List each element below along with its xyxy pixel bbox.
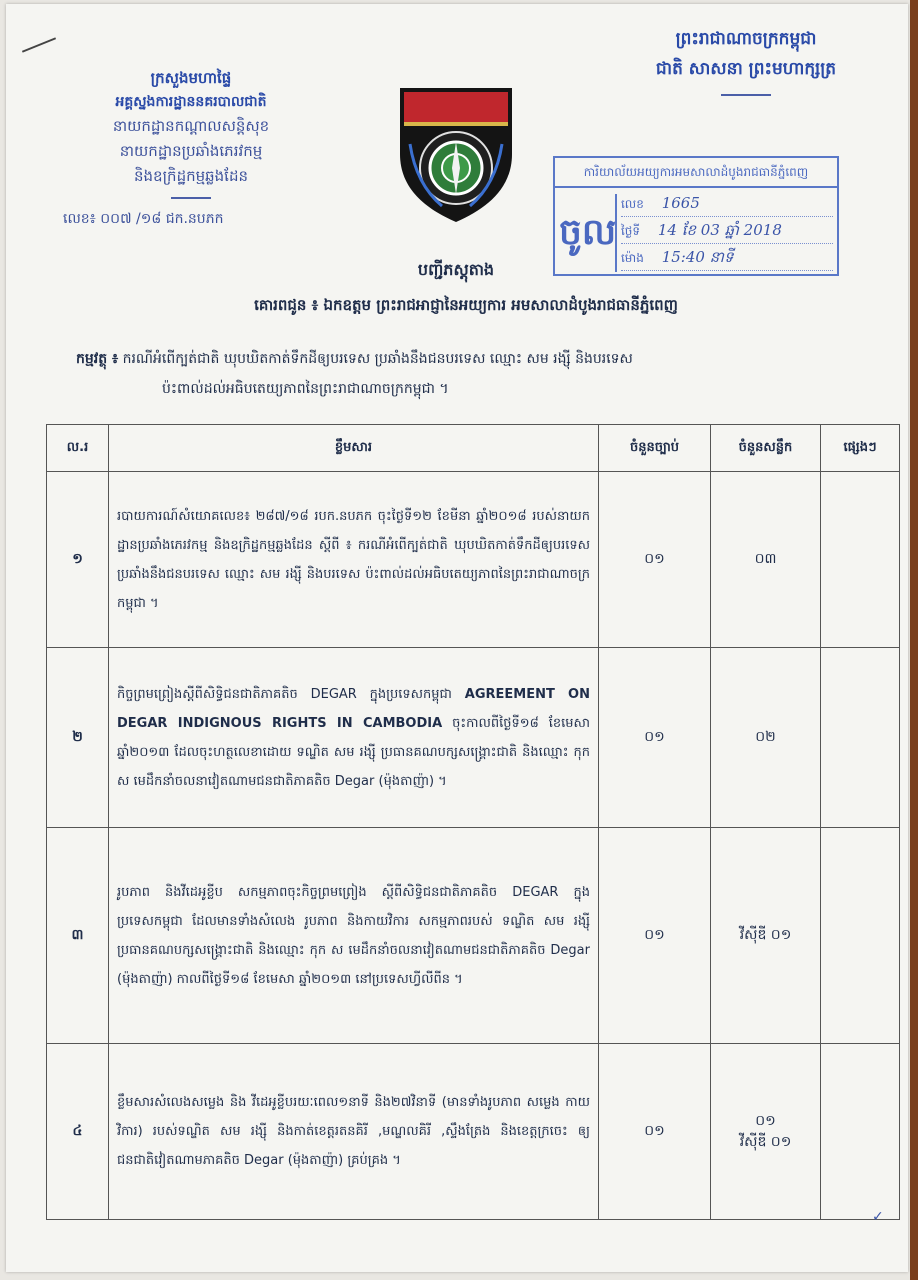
initial-mark: ✓ (872, 1209, 884, 1225)
pen-mark (22, 37, 56, 52)
row-number: ១ (47, 472, 109, 648)
unit-name-2: នាយកដ្ឋានប្រឆាំងភេរវកម្ម (119, 142, 263, 160)
row-note (821, 828, 900, 1044)
table-header-row (47, 425, 900, 472)
row-content-english: AGREEMENT ON DEGAR INDIGNOUS RIGHTS IN CAMBODIA (117, 686, 590, 731)
table-row (47, 648, 900, 828)
department-name: អគ្គស្នងការដ្ឋាននគរបាលជាតិ (115, 94, 267, 110)
police-emblem-icon (396, 84, 516, 224)
left-header (61, 66, 321, 231)
row-copies: វីស៊ីឌី ០១ (711, 828, 821, 1044)
stamp-date-row (621, 217, 833, 244)
received-stamp (553, 156, 839, 276)
row-note (821, 472, 900, 648)
header-no: ល.រ (47, 425, 109, 472)
row-quantity: ០១ (599, 472, 711, 648)
row-quantity: ០១ (599, 828, 711, 1044)
motto-divider (721, 94, 771, 96)
stamp-number-label: លេខ (621, 197, 644, 211)
right-header (611, 24, 881, 106)
unit-name-1: នាយកដ្ឋានកណ្តាលសន្តិសុខ (112, 117, 270, 135)
header-note: ផ្សេងៗ (821, 425, 900, 472)
row-copies-line-1: ០១ (755, 1112, 776, 1129)
stamp-label: ចូល (559, 194, 617, 272)
row-copies: ០២ (711, 648, 821, 828)
document-page (6, 4, 908, 1272)
row-number: ៤ (47, 1044, 109, 1220)
row-content: របាយការណ៍សំយោគលេខ៖ ២៨៧/១៨ របក.នបភក ចុះថ្ងៃទី១២ ខែមីនា ឆ្នាំ២០១៨ របស់នាយកដ្ឋានប្រឆាំងភេរវកម្ម និងឧក្រិដ្ឋកម្មឆ្លងដែន ស្តីពី ៖ ករណីអំពើក្បត់ជាតិ ឃុបឃិតកាត់ទឹកដីឲ្យបរទេស ប្រឆាំងនឹងជនបរទេស ឈ្មោះ សម រង្ស៊ី និងបរទេស ប៉ះពាល់ដល់អធិបតេយ្យភាពនៃព្រះរាជាណាចក្រកម្ពុជា ។ (109, 472, 599, 648)
table-row (47, 472, 900, 648)
row-copies-line-2: វីស៊ីឌី ០១ (739, 1133, 792, 1150)
row-quantity: ០១ (599, 1044, 711, 1220)
row-copies: ០៣ (711, 472, 821, 648)
row-content-pre: កិច្ចព្រមព្រៀងស្តីពីសិទ្ធិជនជាតិភាគតិច DEGAR ក្នុងប្រទេសកម្ពុជា (117, 686, 452, 702)
row-quantity: ០១ (599, 648, 711, 828)
row-note (821, 648, 900, 828)
ministry-name: ក្រសួងមហាផ្ទៃ (150, 69, 232, 87)
row-content (109, 648, 599, 828)
document-number: លេខ៖ ០០៧ /១៨ ជក.នបភក (63, 211, 224, 227)
subject-line-2: ប៉ះពាល់ដល់អធិបតេយ្យភាពនៃព្រះរាជាណាចក្រកម្ពុជា ។ (162, 381, 449, 397)
header-content: ខ្លឹមសារ (109, 425, 599, 472)
page-edge (910, 0, 918, 1280)
row-content-post: ចុះកាលពីថ្ងៃទី១៨ ខែមេសា ឆ្នាំ២០១៣ ដែលចុះហត្ថលេខាដោយ ទណ្ឌិត សម រង្ស៊ី ប្រធានគណបក្សសង្គ្រោះជាតិ និងឈ្មោះ កុក ស មេដឹកនាំចលនាវៀតណាមជនជាតិភាគតិច Degar (ម៉ុងតាញ៉ា) ។ (117, 715, 590, 789)
row-content: ខ្លឹមសារសំលេងសម្លេង និង វីដេអូខ្លីបរយៈពេល១នាទី និង២៧វិនាទី (មានទាំងរូបភាព សម្លេង កាយវិការ) របស់ទណ្ឌិត សម រង្ស៊ី និងកាត់ខេត្តរតនគិរី ,មណ្ឌលគិរី ,ស្ទឹងត្រែង និងខេត្តក្រចេះ ឲ្យជនជាតិវៀតណាមភាគតិច Degar (ម៉ុងតាញ៉ា) គ្រប់គ្រង ។ (109, 1044, 599, 1220)
row-content: រូបភាព និងវីដេអូខ្លីប សកម្មភាពចុះកិច្ចព្រមព្រៀង ស្តីពីសិទ្ធិជនជាតិភាគតិច DEGAR ក្នុងប្រទេសកម្ពុជា ដែលមានទាំងសំលេង រូបភាព និងកាយវិការ សកម្មភាពរបស់ ទណ្ឌិត សម រង្ស៊ី ប្រធានគណបក្សសង្គ្រោះជាតិ និងឈ្មោះ កុក ស មេដឹកនាំចលនាវៀតណាមជនជាតិភាគតិច Degar (ម៉ុងតាញ៉ា) កាលពីថ្ងៃទី១៨ ខែមេសា ឆ្នាំ២០១៣ នៅប្រទេសហ្វីលីពីន ។ (109, 828, 599, 1044)
row-note (821, 1044, 900, 1220)
table-row (47, 828, 900, 1044)
subject-line-1: ករណីអំពើក្បត់ជាតិ ឃុបឃិតកាត់ទឹកដីឲ្យបរទេស ប្រឆាំងនឹងជនបរទេស ឈ្មោះ សម រង្ស៊ី និងបរទេស (122, 351, 633, 367)
evidence-table (46, 424, 900, 1220)
stamp-date-value: 14 ខែ 03 ឆ្នាំ 2018 (657, 221, 782, 239)
subject-label: កម្មវត្ថុ ៖ (76, 351, 119, 367)
unit-name-3: និងឧក្រិដ្ឋកម្មឆ្លងដែន (134, 167, 248, 185)
header-divider (171, 197, 211, 199)
header-copies: ចំនួនសន្លឹក (711, 425, 821, 472)
stamp-date-label: ថ្ងៃទី (621, 224, 641, 238)
stamp-time-label: ម៉ោង (621, 251, 644, 265)
header-quantity: ចំនួនច្បាប់ (599, 425, 711, 472)
document-title: បញ្ជីភស្តុតាង (417, 260, 495, 279)
stamp-time-value: 15:40 នាទី (661, 248, 734, 266)
stamp-number-row (621, 190, 833, 217)
subject-block (76, 344, 846, 404)
row-number: ៣ (47, 828, 109, 1044)
row-copies (711, 1044, 821, 1220)
stamp-time-row (621, 244, 833, 271)
table-row (47, 1044, 900, 1220)
stamp-number-value: 1665 (661, 194, 700, 212)
row-number: ២ (47, 648, 109, 828)
national-motto: ជាតិ សាសនា ព្រះមហាក្សត្រ (655, 59, 837, 79)
kingdom-name: ព្រះរាជាណាចក្រកម្ពុជា (675, 29, 817, 49)
recipient-line: គោរពជូន ៖ ឯកឧត្តម ព្រះរាជអាជ្ញានៃអយ្យការ អមសាលាដំបូងរាជធានីភ្នំពេញ (254, 296, 678, 314)
stamp-header: ការិយាល័យអយ្យការអមសាលាដំបូងរាជធានីភ្នំពេញ (555, 158, 837, 188)
